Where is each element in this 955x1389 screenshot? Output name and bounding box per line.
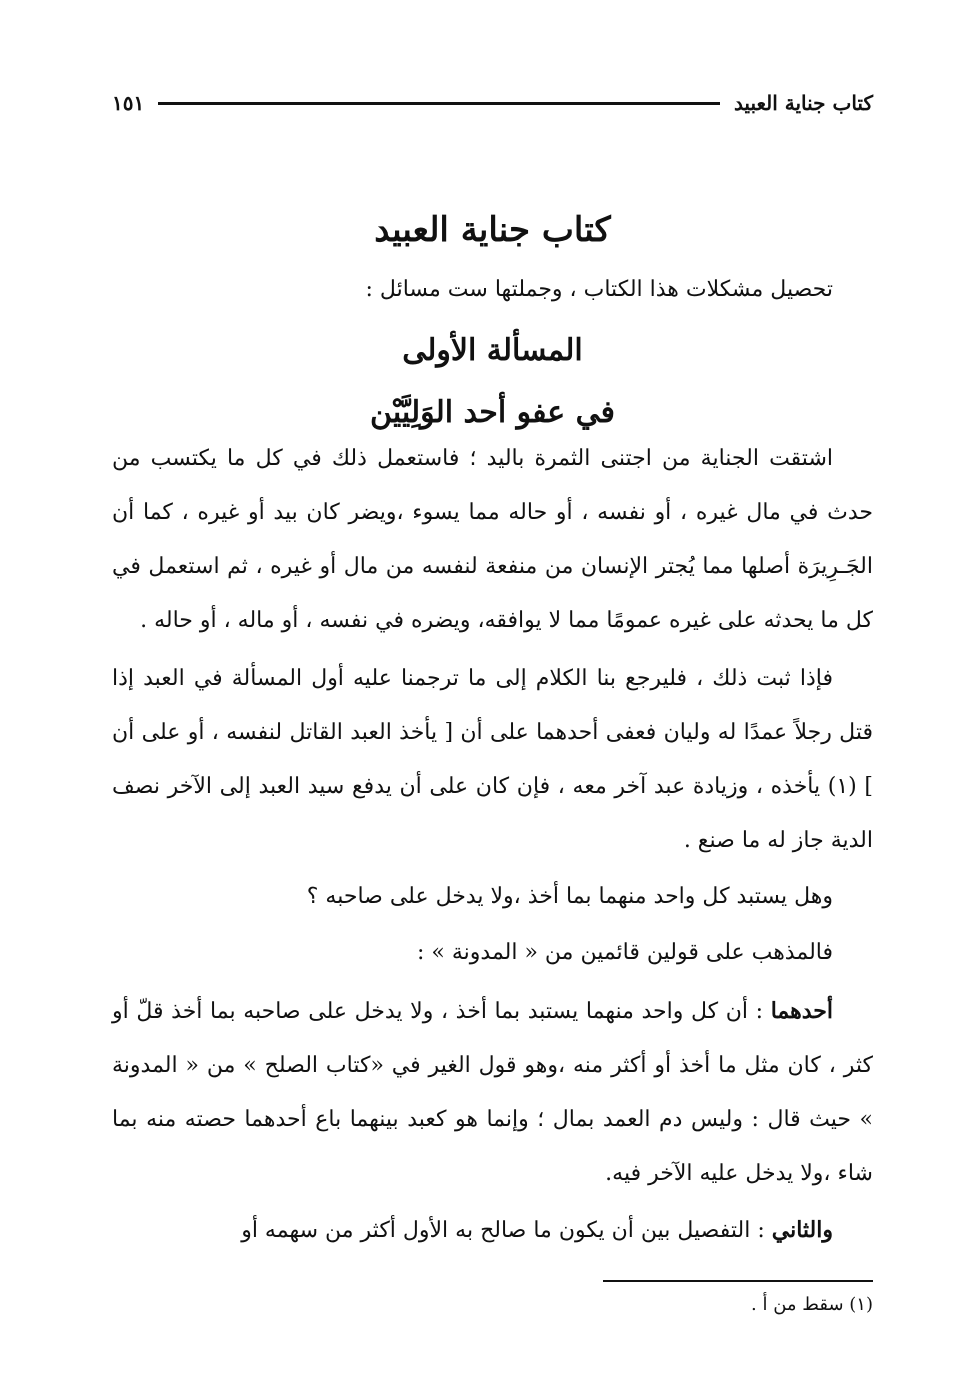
page-number: ١٥١ — [112, 91, 145, 115]
paragraph-1: اشتقت الجناية من اجتنى الثمرة باليد ؛ فاستعمل ذلك في كل ما يكتسب من حدث في مال غيره ، أو نفسه ، أو حاله مما يسوء ،ويضر كان بيد أو غيره ، كما أن الجَـرِيرَة أصلها مما يُجتر الإنسان من منفعة لنفسه من مال أو غيره ، ثم استعمل في كل ما يحدثه على غيره عمومًا مما لا يوافقه، ويضره في نفسه ، أو ماله ، أو حاله . — [112, 446, 873, 633]
paragraph-6 — [112, 1203, 873, 1258]
intro-line: تحصيل مشكلات هذا الكتاب ، وجملتها ست مسائل : — [365, 277, 833, 302]
issue-title: المسألة الأولى — [402, 333, 583, 368]
body-text — [112, 432, 873, 1260]
paragraph-5-lead: أحدهما — [770, 998, 833, 1024]
running-title: كتاب جناية العبيد — [733, 91, 873, 115]
book-title: كتاب جناية العبيد — [374, 210, 611, 250]
footnote: (١) سقط من أ . — [751, 1294, 873, 1315]
paragraph-2: فإذا ثبت ذلك ، فليرجع بنا الكلام إلى ما ترجمنا عليه أول المسألة في العبد إذا قتل رجلاً عمدًا له وليان فعفى أحدهما على أن [ يأخذ العبد القاتل لنفسه ، أو على أن ] (١) يأخذه ، وزيادة عبد آخر معه ، فإن كان على أن يدفع سيد العبد إلى الآخر نصف الدية جاز له ما صنع . — [112, 666, 873, 853]
paragraph-6-lead: والثاني — [771, 1217, 833, 1243]
page-header — [112, 86, 873, 120]
footnote-rule — [603, 1280, 873, 1282]
paragraph-3: وهل يستبد كل واحد منهما بما أخذ ،ولا يدخل على صاحبه ؟ — [306, 884, 833, 909]
headings-block — [112, 200, 873, 444]
paragraph-4: فالمذهب على قولين قائمين من « المدونة » : — [417, 940, 833, 965]
paragraph-5-text: : أن كل واحد منهما يستبد بما أخذ ، ولا يدخل على صاحبه بما أخذ قلّ أو كثر ، كان مثل ما أخذ أو أكثر منه ،وهو قول الغير في «كتاب الصلح » من « المدونة » حيث قال : وليس دم العمد بمال ؛ وإنما هو كعبد بينهما باع أحدهما حصته منه بما شاء ،ولا يدخل عليه الآخر فيه. — [112, 999, 873, 1186]
paragraph-5 — [112, 984, 873, 1201]
header-rule — [158, 102, 720, 105]
paragraph-6-text: : التفصيل بين أن يكون ما صالح به الأول أكثر من سهمه أو — [241, 1218, 772, 1243]
issue-subtitle: في عفو أحد الوَلِيَّيْن — [370, 395, 615, 430]
